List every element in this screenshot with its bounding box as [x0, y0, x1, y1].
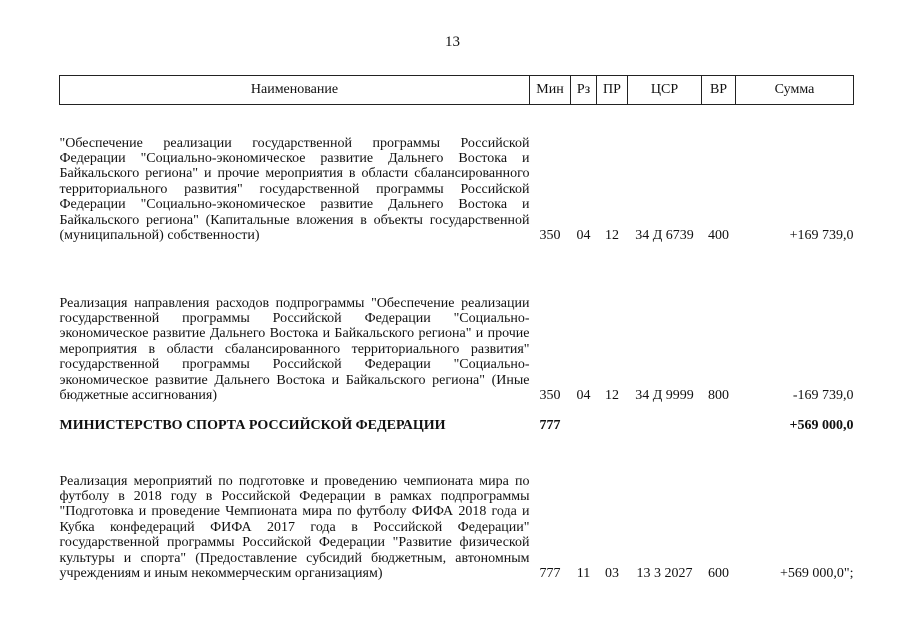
row-sum: +169 739,0 [789, 228, 854, 244]
section-title: МИНИСТЕРСТВО СПОРТА РОССИЙСКОЙ ФЕДЕРАЦИИ [59, 418, 446, 434]
row-min: 777 [539, 566, 561, 582]
header-pr: ПР [597, 76, 628, 105]
row-sum: +569 000,0"; [780, 566, 854, 582]
row-min: 350 [539, 228, 561, 244]
row-min: 777 [539, 418, 561, 434]
row-name: Реализация направления расходов подпрограммы "Обеспечение реализации государственной программы Российской Федерации "Социально-экономическое развитие Дальнего Востока и Байкальского региона" и прочие мероприятия в области сбалансированного территориального развития" государственной программы Российской Федерации "Социально-экономическое развитие Дальнего Востока и Байкальского региона" (Иные бюджетные ассигнования) [59, 295, 530, 404]
header-min: Мин [530, 76, 571, 105]
row-sum: +569 000,0 [789, 418, 854, 434]
header-rz: Рз [571, 76, 597, 105]
header-name: Наименование [60, 76, 530, 105]
row-pr [597, 404, 628, 434]
budget-table [59, 75, 854, 582]
row-csr: 34 Д 6739 [635, 228, 694, 244]
row-pr: 12 [605, 228, 619, 244]
row-vr: 800 [708, 388, 729, 404]
row-name: "Обеспечение реализации государственной программы Российской Федерации "Социально-экономическое развитие Дальнего Востока и Байкальского региона" и прочие мероприятия в области сбалансированного территориального развития" государственной программы Российской Федерации "Социально-экономическое развитие Дальнего Востока и Байкальского региона" (Капитальные вложения в объекты государственной (муниципальной) собственности) [59, 135, 530, 244]
header-vr: ВР [702, 76, 736, 105]
header-sum: Сумма [736, 76, 854, 105]
row-vr [702, 404, 736, 434]
row-rz: 11 [576, 566, 591, 582]
row-rz: 04 [576, 388, 591, 404]
row-sum: -169 739,0 [792, 388, 854, 404]
row-rz: 04 [576, 228, 591, 244]
row-name: Реализация мероприятий по подготовке и проведению чемпионата мира по футболу в 2018 году в Российской Федерации в рамках подпрограммы "Подготовка и проведение Чемпионата мира по футболу ФИФА 2018 года и Кубка конфедераций ФИФА 2017 года в Российской Федерации" государственной программы Российской Федерации "Развитие физической культуры и спорта" (Предоставление субсидий бюджетным, автономным учреждениям и иным некоммерческим организациям) [59, 473, 530, 582]
row-csr: 13 3 2027 [636, 566, 693, 582]
page-number: 13 [445, 34, 460, 50]
table-row [60, 434, 854, 582]
row-vr: 600 [708, 566, 729, 582]
header-csr: ЦСР [628, 76, 702, 105]
row-csr: 34 Д 9999 [635, 388, 694, 404]
row-csr [628, 404, 702, 434]
table-header-row [60, 76, 854, 105]
row-pr: 03 [605, 566, 619, 582]
row-pr: 12 [605, 388, 619, 404]
table-row-section [60, 404, 854, 434]
table-row [60, 244, 854, 404]
row-min: 350 [539, 388, 561, 404]
row-rz [571, 404, 597, 434]
row-vr: 400 [708, 228, 729, 244]
table-row [60, 105, 854, 244]
